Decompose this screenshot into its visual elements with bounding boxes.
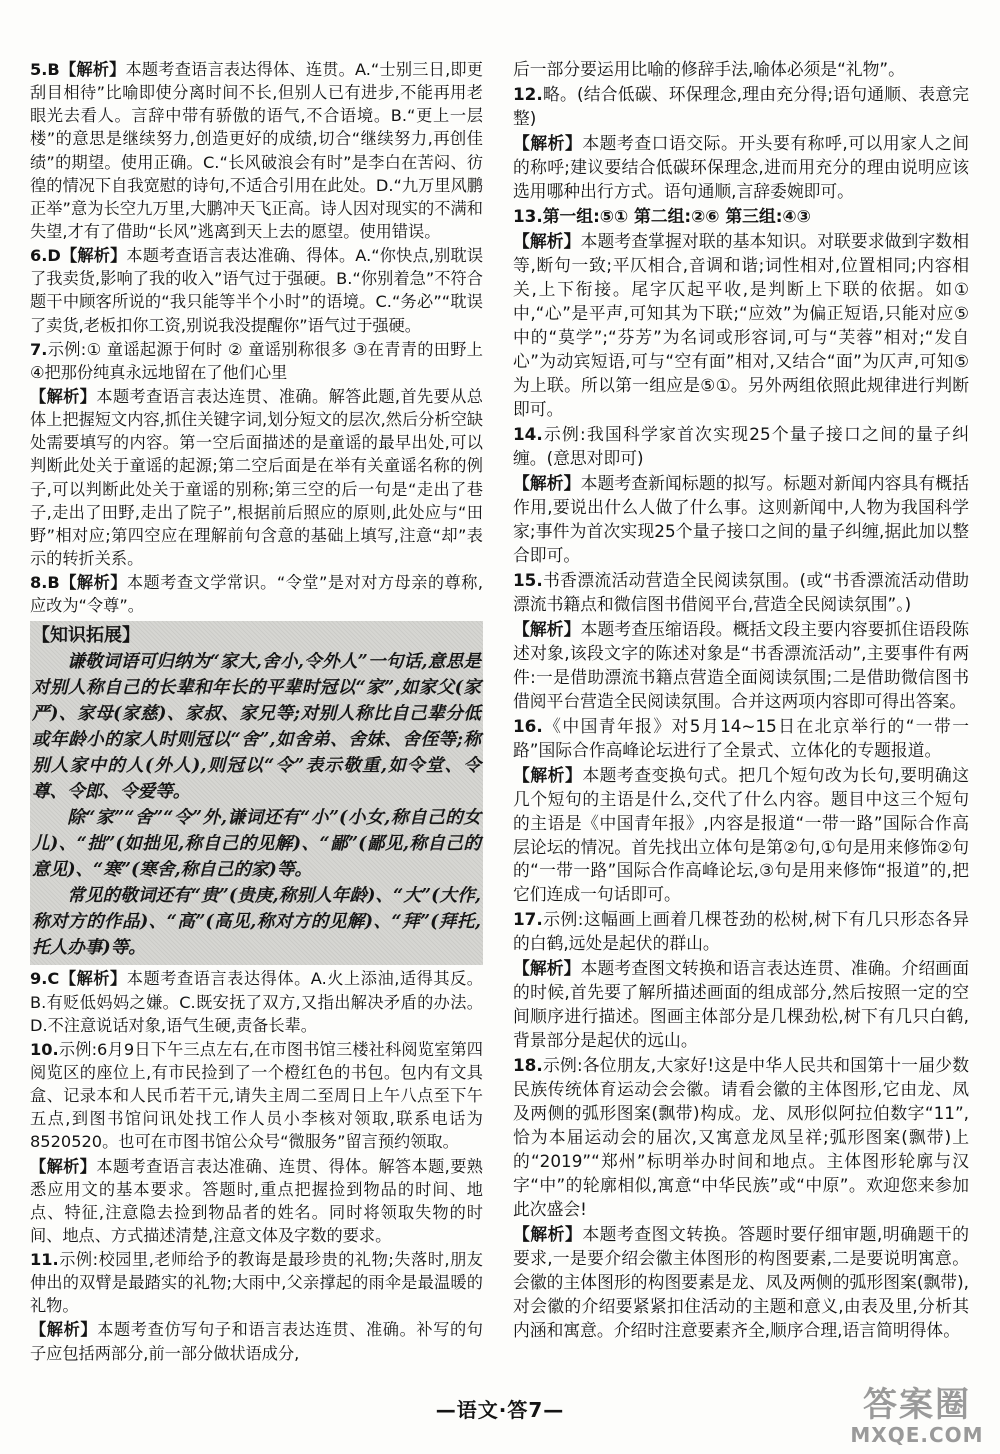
item-number: 5.B — [30, 60, 60, 79]
answer-item — [30, 967, 483, 1036]
answer-item — [513, 205, 969, 229]
item-number: 11. — [30, 1250, 59, 1270]
item-text: 书香漂流活动营造全民阅读氛围。(或“书香漂流活动借助漂流书籍点和微信图书借阅平台,营造全民阅读氛围”。) — [513, 569, 969, 614]
item-text: 本题考查语言表达得体、连贯。A.“士别三日,即更刮目相待”比喻即使分离时间不长,但别人已有进步,不能再用老眼光去看人。言辞中带有骄傲的语气,不合语境。B.“更上一层楼”的意思是继续努力,创造更好的成绩,切合“继续努力,再创佳绩”的期望。使用正确。C.“长风破浪会有时”是李白在苦闷、彷徨的情况下自我宽慰的诗句,不适合引用在此处。D.“九万里风鹏正举”意为长空九万里,大鹏冲天飞正高。诗人因对现实的不满和失望,才有了借助“长风”逃离到天上去的愿望。使用错误。 — [30, 60, 483, 241]
answer-item — [30, 58, 483, 243]
left-items-group-2 — [30, 967, 483, 1364]
item-number: 13. — [513, 205, 543, 226]
item-text: 《中国青年报》对5月14~15日在北京举行的“一带一路”国际合作高峰论坛进行了全景式、立体化的专题报道。 — [513, 715, 969, 760]
item-text: 本题考查变换句式。把几个短句改为长句,要明确这几个短句的主语是什么,交代了什么内容。题目中这三个短句的主语是《中国青年报》,内容是报道“一带一路”国际合作高层论坛的情况。首先找出立体句是第②句,①句是用来修饰②句的“一带一路”国际合作高峰论坛,③句是用来修饰“报道”的,把它们连成一句话即可。 — [513, 764, 969, 905]
analysis-tag: 【解析】 — [513, 132, 583, 153]
item-number: 9.C — [30, 969, 60, 989]
item-text: 本题考查掌握对联的基本知识。对联要求做到字数相等,断句一致;平仄相合,音调和谐;词性相对,位置相同;内容相关,上下衔接。尾字仄起平收,是判断上下联的依据。如①中,“心”是平声,可知其为下联;“应效”为偏正短语,只能对应⑤中的“莫学”;“芬芳”为名词或形容词,可与“芙蓉”相对;“发自心”为动宾短语,可与“空有面”相对,又结合“面”为仄声,可知⑤为上联。所以第一组应是⑤①。另外两组依照此规律进行判断即可。 — [513, 230, 969, 419]
answer-item — [30, 244, 483, 337]
answer-item — [513, 132, 969, 204]
left-column — [30, 58, 483, 1366]
analysis-tag: 【解析】 — [513, 1224, 583, 1245]
answer-item — [30, 571, 483, 617]
right-column — [513, 58, 969, 1344]
answer-item — [513, 569, 969, 617]
item-text: 示例:6月9日下午三点左右,在市图书馆三楼社科阅览室第四阅览区的座位上,有市民捡到了一个橙红色的书包。包内有文具盒、记录本和人民币若干元,请失主周二至周日上午八点至下午五点,到图书馆问讯处找工作人员小李核对领取,联系电话为8520520。也可在市图书馆公众号“微服务”留言预约领取。 — [30, 1039, 483, 1152]
knowledge-paragraph: 谦敬词语可归纳为“家大,舍小,令外人”一句话,意思是对别人称自己的长辈和年长的平辈时冠以“家”,如家父(家严)、家母(家慈)、家叔、家兄等;对别人称比自己辈分低或年龄小的家人时则冠以“舍”,如舍弟、舍妹、舍侄等;称别人家中的人(外人),则冠以“令”表示敬重,如令堂、令尊、令郎、令爱等。 — [32, 651, 481, 803]
answer-item — [513, 230, 969, 422]
analysis-tag: 【解析】 — [59, 573, 127, 593]
item-text: 本题考查语言表达准确、得体。A.“你快点,别耽误了我卖货,影响了我的收入”语气过于强硬。B.“你别着急”不符合题干中顾客所说的“我只能等半个小时”的语境。C.“务必”“耽误了卖货,老板扣你工资,别说我没提醒你”语气过于强硬。 — [30, 246, 484, 335]
item-number: 18. — [513, 1055, 543, 1076]
item-number: 12. — [513, 83, 543, 104]
item-text: 示例:这幅画上画着几棵苍劲的松树,树下有几只形态各异的白鹤,远处是起伏的群山。 — [513, 909, 969, 954]
answer-item — [513, 83, 969, 131]
answer-item — [30, 1038, 483, 1154]
right-items-group — [513, 58, 969, 1343]
item-text: 后一部分要运用比喻的修辞手法,喻体必须是“礼物”。 — [513, 59, 905, 79]
answer-item — [513, 715, 969, 763]
item-text: 本题考查语言表达得体。A.火上添油,适得其反。B.有贬低妈妈之嫌。C.既安抚了双方,又指出解决矛盾的办法。D.不注意说话对象,语气生硬,责备长辈。 — [30, 969, 483, 1035]
item-number: 15. — [513, 569, 543, 590]
site-watermark — [842, 1386, 992, 1448]
answer-item — [513, 764, 969, 908]
analysis-tag: 【解析】 — [513, 958, 581, 979]
item-text: 本题考查图文转换。答题时要仔细审题,明确题干的要求,一是要介绍会徽主体图形的构图要素,二是要说明寓意。会徽的主体图形的构图要素是龙、凤及两侧的弧形图案(飘带),对会徽的介绍要紧紧扣住活动的主题和意义,由表及里,分析其内涵和寓意。介绍时注意要素齐全,顺序合理,语言简明得体。 — [513, 1224, 969, 1341]
answer-item — [30, 1248, 483, 1317]
answer-item — [513, 908, 969, 956]
item-text: 本题考查图文转换和语言表达连贯、准确。介绍画面的时候,首先要了解所描述画面的组成部分,然后按照一定的空间顺序进行描述。图画主体部分是几棵劲松,树下有几只白鹤,背景部分是起伏的远山。 — [513, 958, 969, 1051]
analysis-tag: 【解析】 — [513, 618, 581, 639]
answer-item — [30, 1318, 483, 1364]
page-footer: —语文·答7— — [435, 1398, 565, 1422]
analysis-tag: 【解析】 — [30, 1320, 98, 1340]
item-text: 本题考查文学常识。“令堂”是对对方母亲的尊称,应改为“令尊”。 — [30, 573, 483, 616]
analysis-tag: 【解析】 — [513, 764, 583, 785]
left-items-group-1 — [30, 58, 483, 617]
answer-item — [30, 1155, 483, 1248]
analysis-tag: 【解析】 — [59, 60, 126, 79]
item-number: 6.D — [30, 246, 61, 266]
watermark-logo-text: 答案圈 — [863, 1385, 971, 1425]
item-number: 17. — [513, 909, 543, 930]
item-text: 本题考查仿写句子和语言表达连贯、准确。补写的句子应包括两部分,前一部分做状语成分, — [30, 1320, 483, 1363]
answer-text: 第一组:⑤① 第二组:②⑥ 第三组:④③ — [542, 205, 811, 226]
item-number: 16. — [513, 715, 543, 736]
item-text: 示例:我国科学家首次实现25个量子接口之间的量子纠缠。(意思对即可) — [513, 423, 969, 468]
analysis-tag: 【解析】 — [30, 386, 97, 406]
knowledge-box-title: 【知识拓展】 — [32, 625, 140, 647]
answer-item — [513, 1054, 969, 1222]
knowledge-paragraph: 除“家”“舍”“令”外,谦词还有“小”(小女,称自己的女儿)、“拙”(如拙见,称自己的见解)、“鄙”(鄙见,称自己的意见)、“寒”(寒舍,称自己的家)等。 — [32, 807, 481, 881]
item-number: 8.B — [30, 573, 60, 593]
item-number: 14. — [513, 423, 543, 444]
answer-item — [513, 58, 969, 82]
item-text: 示例:① 童谣起源于何时 ② 童谣别称很多 ③在青青的田野上 ④把那份纯真永远地留在了他们心里 — [30, 339, 483, 382]
answer-item — [30, 338, 483, 384]
answer-item — [30, 385, 483, 570]
answer-item — [513, 957, 969, 1053]
item-text: 示例:各位朋友,大家好!这是中华人民共和国第十一届少数民族传统体育运动会会徽。请看会徽的主体图形,它由龙、凤及两侧的弧形图案(飘带)构成。龙、凤形似阿拉伯数字“11”,恰为本届运动会的届次,又寓意龙凤呈祥;弧形图案(飘带)上的“2019”“郑州”标明举办时间和地点。主体图形轮廓与汉字“中”的轮廓相似,寓意“中华民族”或“中原”。欢迎您来参加此次盛会! — [513, 1055, 969, 1220]
item-number: 7. — [30, 339, 48, 359]
item-text: 本题考查新闻标题的拟写。标题对新闻内容具有概括作用,要说出什么人做了什么事。这则新闻中,人物为我国科学家;事件为首次实现25个量子接口之间的量子纠缠,据此加以整合即可。 — [513, 472, 969, 565]
analysis-tag: 【解析】 — [59, 969, 127, 989]
knowledge-paragraph: 常见的敬词还有“贵”(贵庚,称别人年龄)、“大”(大作,称对方的作品)、“高”(高见,称对方的见解)、“拜”(拜托,托人办事)等。 — [32, 885, 481, 959]
analysis-tag: 【解析】 — [30, 1156, 97, 1176]
analysis-tag: 【解析】 — [513, 230, 581, 251]
answer-item — [513, 1223, 969, 1343]
answer-item — [513, 423, 969, 471]
answer-item — [513, 618, 969, 714]
item-text: 本题考查口语交际。开头要有称呼,可以用家人之间的称呼;建议要结合低碳环保理念,进而用充分的理由说明应该选用哪种出行方式。语句通顺,言辞委婉即可。 — [513, 132, 969, 201]
analysis-tag: 【解析】 — [513, 472, 581, 493]
knowledge-box — [30, 621, 483, 965]
watermark-url-text: MXQE.COM — [850, 1423, 984, 1447]
answer-item — [513, 472, 969, 568]
item-text: 本题考查语言表达准确、连贯、得体。解答本题,要熟悉应用文的基本要求。答题时,重点把握捡到物品的时间、地点、特征,注意隐去捡到物品者的姓名。同时将领取失物的时间、地点、方式描述清楚,注意文体及字数的要求。 — [30, 1156, 483, 1245]
analysis-tag: 【解析】 — [60, 246, 127, 266]
item-number: 10. — [30, 1039, 59, 1059]
item-text: 略。(结合低碳、环保理念,理由充分得;语句通顺、表意完整) — [513, 83, 969, 128]
item-text: 本题考查语言表达连贯、准确。解答此题,首先要从总体上把握短文内容,抓住关键字词,划分短文的层次,然后分析空缺处需要填写的内容。第一空后面描述的是童谣的最早出处,可以判断此处关于童谣的起源;第二空后面是在举有关童谣名称的例子,可以判断此处关于童谣的别称;第三空的后一句是“走出了巷子,走出了田野,走出了院子”,根据前后照应的原则,此处应与“田野”相对应;第四空应在理解前句含意的基础上填写,注意“却”表示的转折关系。 — [30, 386, 483, 568]
item-text: 示例:校园里,老师给予的教诲是最珍贵的礼物;失落时,朋友伸出的双臂是最踏实的礼物;大雨中,父亲撑起的雨伞是最温暖的礼物。 — [30, 1250, 483, 1316]
item-text: 本题考查压缩语段。概括文段主要内容要抓住语段陈述对象,该段文字的陈述对象是“书香漂流活动”,主要事件有两件:一是借助漂流书籍点营造全面阅读氛围;二是借助微信图书借阅平台营造全民阅读氛围。合并这两项内容即可得出答案。 — [513, 618, 969, 711]
